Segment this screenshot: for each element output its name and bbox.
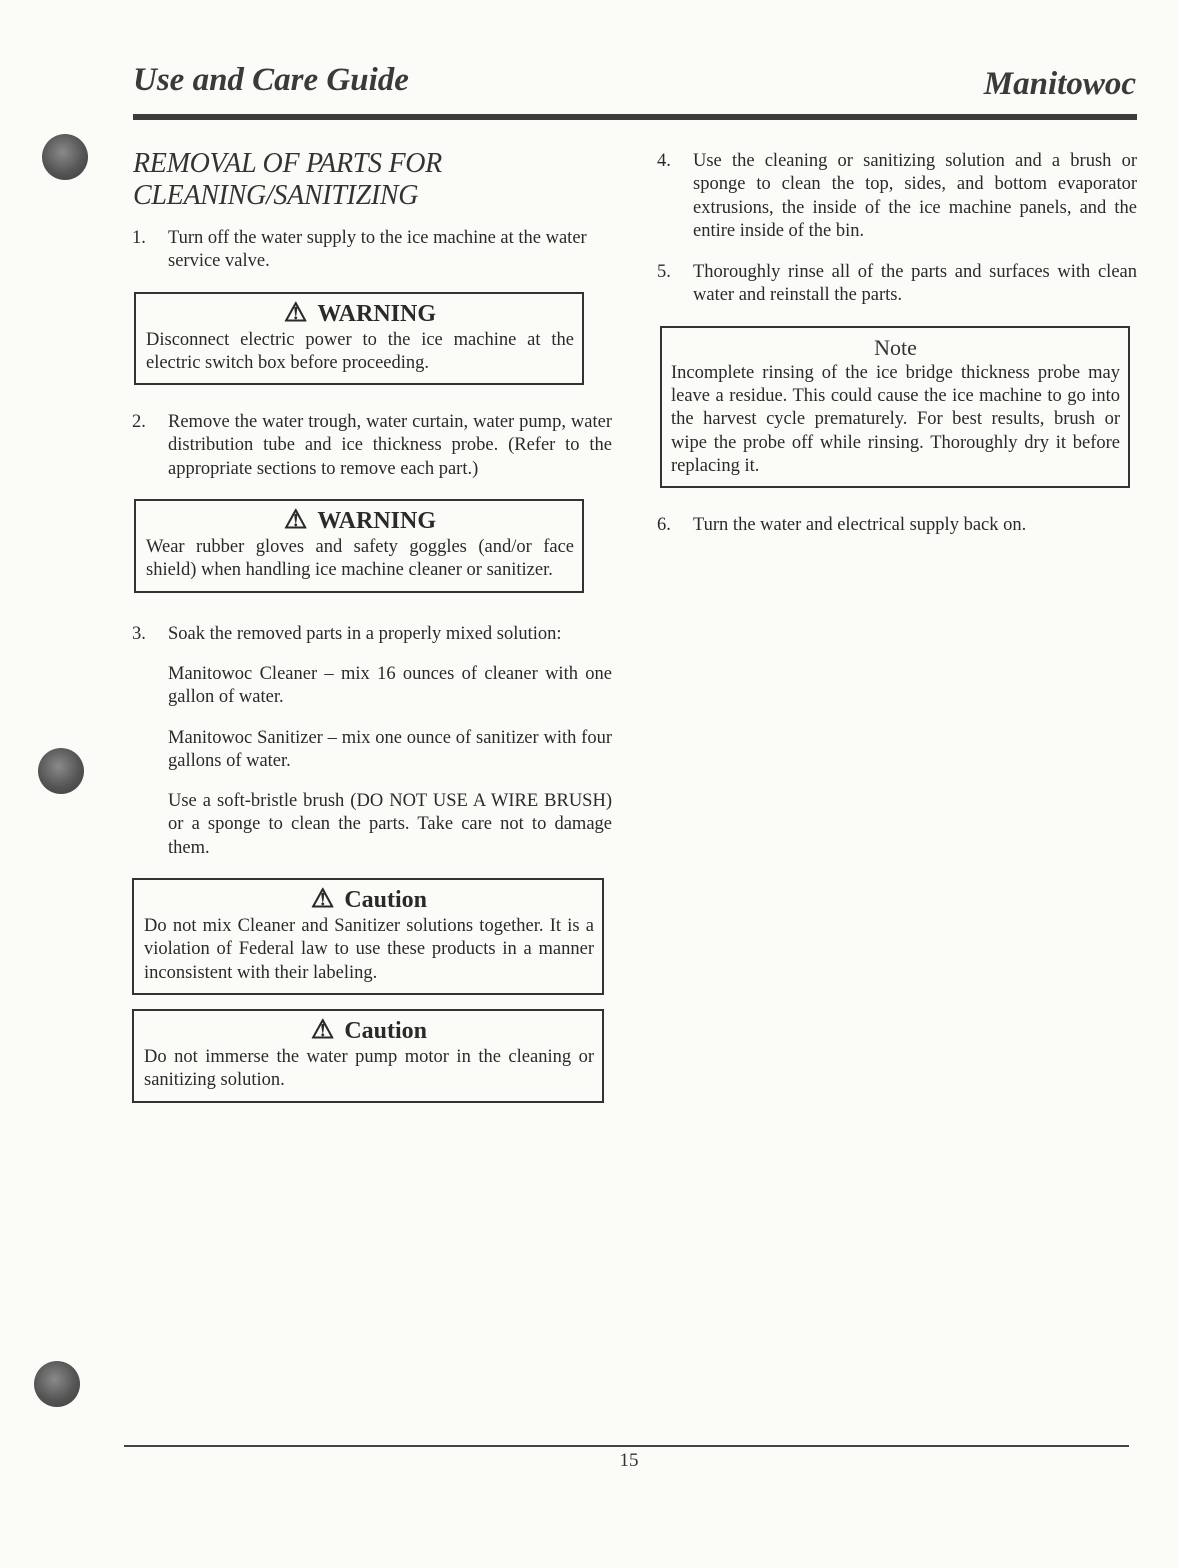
header-rule: [133, 114, 1137, 120]
left-column: [130, 148, 612, 1129]
binder-hole-bottom: [34, 1361, 80, 1407]
caution-title: ⚠ Caution: [311, 884, 427, 914]
footer-rule: [124, 1445, 1129, 1447]
step-6-text: Turn the water and electrical supply back on.: [693, 515, 1027, 536]
step-3: [130, 623, 612, 860]
section-title-line2: CLEANING/SANITIZING: [133, 180, 419, 211]
warning-triangle-icon: ⚠: [284, 297, 308, 327]
step-1: [130, 227, 612, 274]
header-guide-title: Use and Care Guide: [133, 62, 409, 98]
warning-text: Disconnect electric power to the ice machine at the electric switch box before proceeding.: [146, 329, 574, 373]
step-5-number: 5.: [657, 262, 671, 283]
note-title: Note: [874, 334, 917, 360]
step-5: [655, 261, 1137, 308]
binder-hole-middle: [38, 748, 84, 794]
step-3-cleaner-mix: Manitowoc Cleaner – mix 16 ounces of cleaner with one gallon of water.: [168, 663, 612, 708]
header-brand: Manitowoc: [983, 66, 1136, 102]
warning-triangle-icon: ⚠: [284, 505, 308, 535]
step-1-text: Turn off the water supply to the ice machine at the water service valve.: [168, 228, 587, 272]
step-6: [655, 514, 1137, 537]
step-3-number: 3.: [132, 623, 146, 644]
step-2-number: 2.: [132, 412, 146, 433]
step-3-brush-note: Use a soft-bristle brush (DO NOT USE A WIRE BRUSH) or a sponge to clean the parts. Take care not to damage them.: [168, 791, 612, 858]
warning-title: ⚠ WARNING: [284, 297, 436, 327]
note-text: Incomplete rinsing of the ice bridge thickness probe may leave a residue. This could cause the ice machine to go into the harvest cycle prematurely. For best results, brush or wipe the probe off while rinsing. Thoroughly dry it before replacing it.: [671, 362, 1120, 476]
caution-box-pump: [132, 1009, 604, 1103]
section-title-line1: REMOVAL OF PARTS FOR: [133, 148, 442, 179]
step-3-sanitizer-mix: Manitowoc Sanitizer – mix one ounce of sanitizer with four gallons of water.: [168, 727, 612, 771]
step-2: [130, 411, 612, 481]
page-number: 15: [619, 1450, 639, 1471]
step-3-text: Soak the removed parts in a properly mixed solution:: [168, 623, 562, 644]
caution-triangle-icon: ⚠: [311, 884, 335, 914]
step-5-text: Thoroughly rinse all of the parts and surfaces with clean water and reinstall the parts.: [693, 262, 1137, 306]
right-column: [655, 150, 1137, 556]
section-title: [133, 148, 612, 212]
caution-text: Do not mix Cleaner and Sanitizer solutions together. It is a violation of Federal law to use these products in a manner inconsistent with their labeling.: [144, 916, 594, 983]
binder-hole-top: [42, 134, 88, 180]
warning-text: Wear rubber gloves and safety goggles (and/or face shield) when handling ice machine cleaner or sanitizer.: [146, 537, 574, 581]
caution-box-mixing: [132, 878, 604, 995]
step-4-text: Use the cleaning or sanitizing solution and a brush or sponge to clean the top, sides, and bottom evaporator extrusions, the inside of the ice machine panels, and the entire inside of the bin.: [693, 151, 1137, 241]
step-1-number: 1.: [132, 228, 146, 248]
warning-box-gloves: [134, 499, 584, 593]
caution-title: ⚠ Caution: [311, 1014, 427, 1044]
step-2-text: Remove the water trough, water curtain, water pump, water distribution tube and ice thickness probe. (Refer to the appropriate sections to remove each part.): [168, 412, 612, 479]
warning-box-power: [134, 292, 584, 386]
step-4-number: 4.: [657, 151, 671, 171]
warning-title: ⚠ WARNING: [284, 505, 436, 535]
caution-text: Do not immerse the water pump motor in the cleaning or sanitizing solution.: [144, 1046, 594, 1091]
caution-triangle-icon: ⚠: [311, 1014, 335, 1044]
note-box-rinsing: [660, 326, 1130, 488]
step-6-number: 6.: [657, 515, 671, 536]
step-4: [655, 150, 1137, 243]
